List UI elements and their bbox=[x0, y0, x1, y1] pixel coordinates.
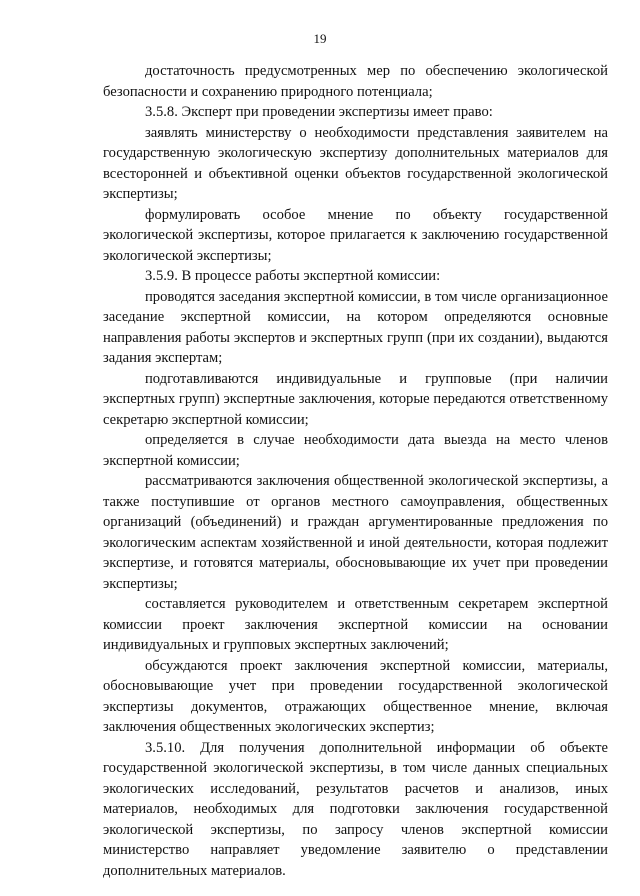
paragraph-site-visit-date: определяется в случае необходимости дата выезда на место членов экспертной комиссии; bbox=[103, 432, 608, 469]
page-number: 19 bbox=[313, 31, 327, 46]
paragraph-clause-3-5-10: 3.5.10. Для получения дополнительной информации об объекте государственной экологической экспертизы, в том числе данных специальных экологических исследований, результатов расчетов и анализов, иных материалов, необходимых для подготовки заключения государственной экологической экспертизы, по запросу членов экспертной комиссии министерство направляет уведомление заявителю о представлении дополнительных материалов. bbox=[103, 739, 608, 879]
paragraph-conclusions-prepared: подготавливаются индивидуальные и групповые (при наличии экспертных групп) экспертные заключения, которые передаются ответственному секретарю экспертной комиссии; bbox=[103, 370, 608, 428]
document-body bbox=[103, 61, 608, 881]
paragraph-continuation: достаточность предусмотренных мер по обеспечению экологической безопасности и сохранению природного потенциала; bbox=[103, 63, 608, 100]
paragraph-right-request-materials: заявлять министерству о необходимости представления заявителем на государственную экологическую экспертизу дополнительных материалов для всесторонней и объективной оценки объектов государственной экологической экспертизы; bbox=[103, 124, 608, 202]
paragraph-meetings: проводятся заседания экспертной комиссии, в том числе организационное заседание экспертной комиссии, на котором определяются основные направления работы экспертов и экспертных групп (при их создании), выдаются задания экспертам; bbox=[103, 288, 608, 366]
paragraph-public-review: рассматриваются заключения общественной экологической экспертизы, а также поступившие от органов местного самоуправления, общественных организаций (объединений) и граждан аргументированные предложения по экологическим аспектам хозяйственной и иной деятельности, которая подлежит экспертизе, и готовятся материалы, обосновывающие их учет при проведении экспертизы; bbox=[103, 473, 608, 592]
paragraph-draft-conclusion: составляется руководителем и ответственным секретарем экспертной комиссии проект заключения экспертной комиссии на основании индивидуальных и групповых экспертных заключений; bbox=[103, 596, 608, 653]
paragraph-clause-3-5-9: 3.5.9. В процессе работы экспертной комиссии: bbox=[145, 268, 441, 284]
paragraph-right-special-opinion: формулировать особое мнение по объекту государственной экологической экспертизы, которое прилагается к заключению государственной экологической экспертизы; bbox=[103, 206, 608, 264]
paragraph-discussion: обсуждаются проект заключения экспертной комиссии, материалы, обосновывающие учет при проведении государственной экологической экспертизы документов, отражающих общественное мнение, включая заключения общественных экологических экспертиз; bbox=[103, 657, 608, 735]
paragraph-clause-3-5-8: 3.5.8. Эксперт при проведении экспертизы имеет право: bbox=[145, 104, 493, 120]
